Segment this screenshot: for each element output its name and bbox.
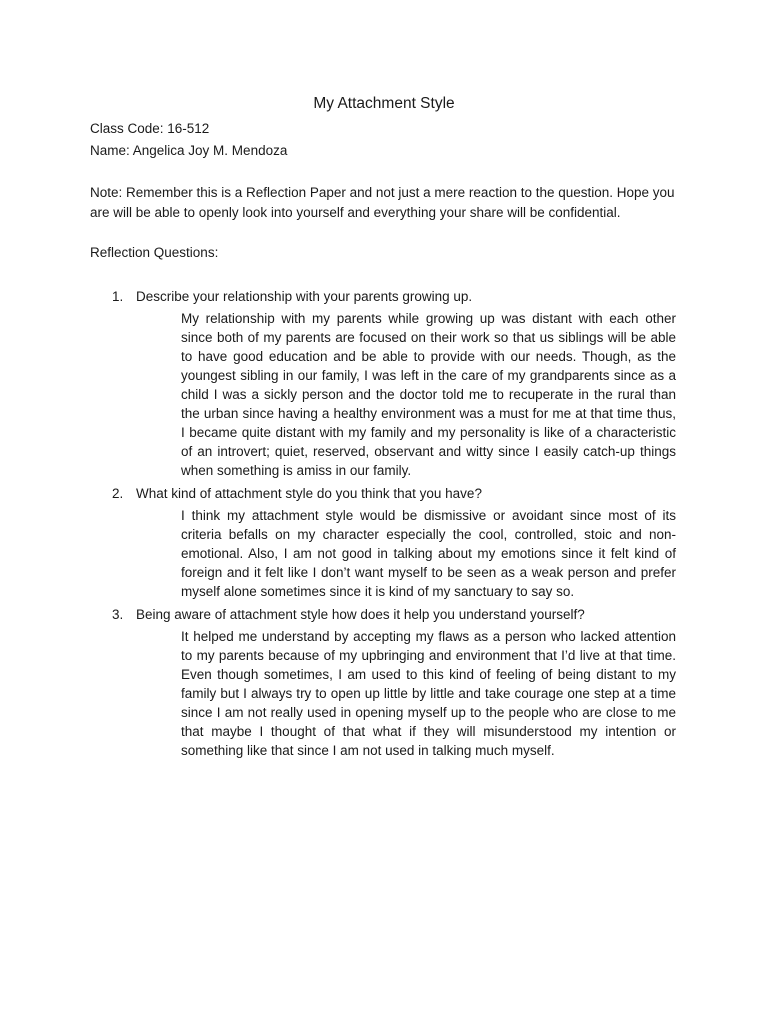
note-paragraph: Note: Remember this is a Reflection Paper and not just a mere reaction to the question. Hope you are will be able to openly look into yourself and everything your share will be confidential. <box>90 185 675 220</box>
question-number: 1. <box>112 289 124 304</box>
reflection-questions-heading: Reflection Questions: <box>90 245 219 260</box>
question-text: What kind of attachment style do you think that you have? <box>136 486 482 501</box>
questions-list <box>0 287 768 764</box>
question-text: Being aware of attachment style how does it help you understand yourself? <box>136 607 585 622</box>
question-number: 3. <box>112 607 124 622</box>
class-code: Class Code: 16-512 <box>90 121 210 136</box>
answer-paragraph: I think my attachment style would be dismissive or avoidant since most of its criteria befalls on my character especially the cool, controlled, stoic and non-emotional. Also, I am not good in talking about my emotions since it felt kind of foreign and it felt like I don’t want myself to be seen as a weak person and prefer myself alone sometimes since it is kind of my sanctuary to say so. <box>181 508 676 599</box>
answer-paragraph: My relationship with my parents while growing up was distant with each other since both of my parents are focused on their work so that us siblings will be able to have good education and be able to provide with our needs. Though, as the youngest sibling in our family, I was left in the care of my grandparents since as a child I was a sickly person and the doctor told me to recuperate in the rural than the urban since having a healthy environment was a must for me at that time thus, I became quite distant with my family and my personality is like of a characteristic of an introvert; quiet, reserved, observant and witty since I easily catch-up things when something is amiss in our family. <box>181 311 676 478</box>
question-number: 2. <box>112 486 124 501</box>
question-item <box>0 484 768 601</box>
question-line <box>0 287 768 307</box>
answer-paragraph: It helped me understand by accepting my flaws as a person who lacked attention to my parents because of my upbringing and environment that I’d live at that time. Even though sometimes, I am used to this kind of feeling of being distant to my family but I always try to open up little by little and take courage one step at a time since I am not really used in opening myself up to the people who are close to me that maybe I thought of that what if they will misunderstood my intention or something like that since I am not used in talking much myself. <box>181 629 676 758</box>
question-item <box>0 605 768 760</box>
question-line <box>0 484 768 504</box>
question-line <box>0 605 768 625</box>
question-item <box>0 287 768 480</box>
question-text: Describe your relationship with your parents growing up. <box>136 289 473 304</box>
document-title: My Attachment Style <box>313 95 455 112</box>
student-name: Name: Angelica Joy M. Mendoza <box>90 143 288 158</box>
